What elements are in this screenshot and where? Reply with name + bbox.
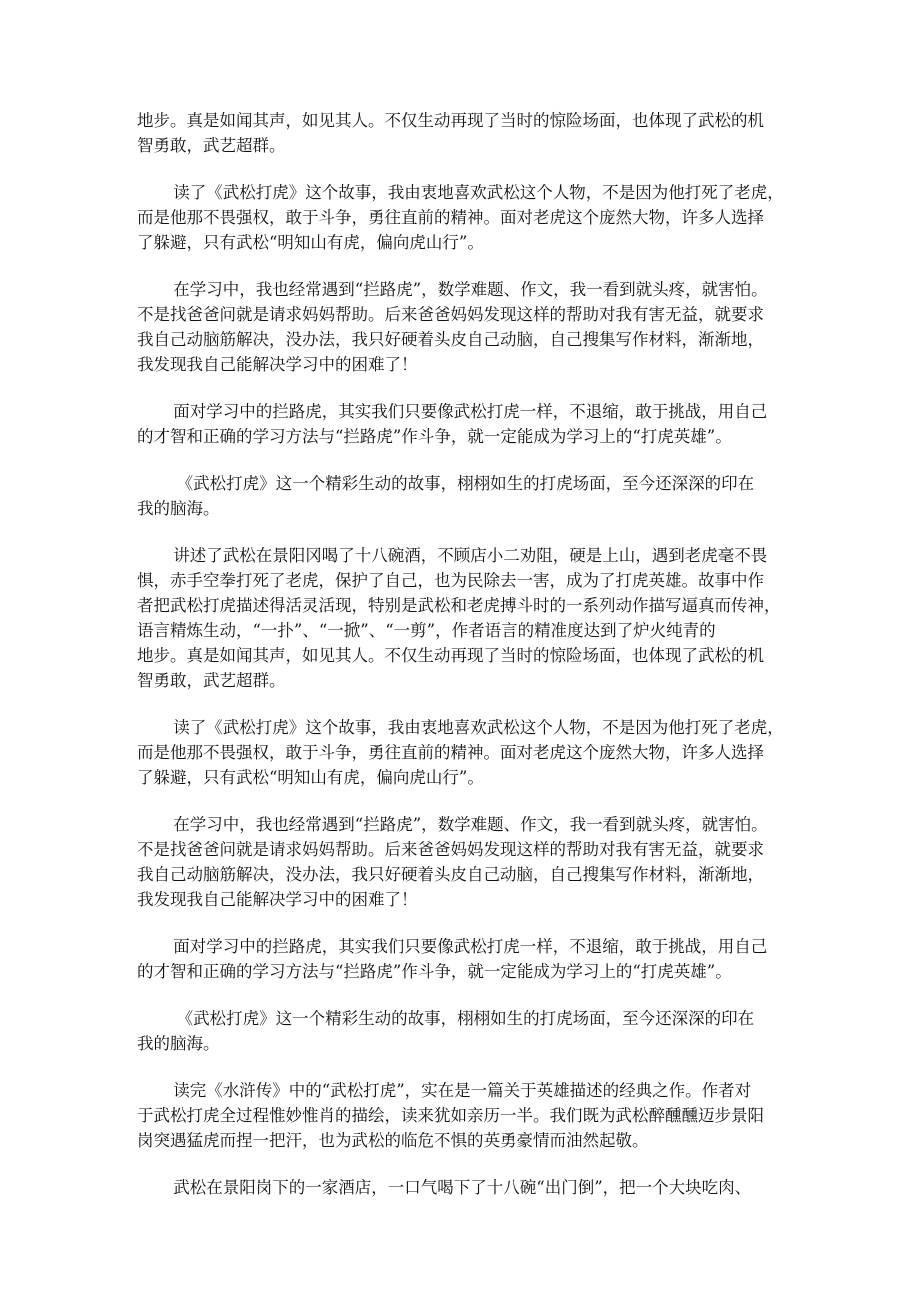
paragraph <box>137 543 787 693</box>
text-line: 读了《武松打虎》这个故事，我由衷地喜欢武松这个人物，不是因为他打死了老虎， <box>173 183 784 202</box>
text-line: 我的脑海。 <box>137 1034 220 1053</box>
text-line: 而是他那不畏强权，敢于斗争，勇往直前的精神。面对老虎这个庞然大物，许多人选择 <box>137 743 764 762</box>
text-line: 《武松打虎》这一个精彩生动的故事，栩栩如生的打虎场面，至今还深深的印在 <box>176 1009 755 1028</box>
text-line: 语言精炼生动，“一扑”、“一掀”、“一剪”，作者语言的精准度达到了炉火纯青的 <box>137 621 716 640</box>
text-line: 《武松打虎》这一个精彩生动的故事，栩栩如生的打虎场面，至今还深深的印在 <box>176 474 755 493</box>
text-line: 读完《水浒传》中的“武松打虎”，实在是一篇关于英雄描述的经典之作。作者对 <box>173 1081 752 1100</box>
paragraph <box>137 934 787 984</box>
text-line: 于武松打虎全过程惟妙惟肖的描绘，读来犹如亲历一半。我们既为武松醉醺醺迈步景阳 <box>137 1106 764 1125</box>
text-line: 了躲避，只有武松“明知山有虎，偏向虎山行”。 <box>137 768 484 787</box>
paragraph <box>137 1175 787 1200</box>
text-line: 者把武松打虎描述得活灵活现，特别是武松和老虎搏斗时的一系列动作描写逼真而传神， <box>137 596 781 615</box>
text-line: 的才智和正确的学习方法与“拦路虎”作斗争，就一定能成为学习上的“打虎英雄”。 <box>137 962 732 981</box>
paragraph <box>137 399 787 449</box>
text-line: 智勇敢，武艺超群。 <box>137 136 286 155</box>
text-line: 读了《武松打虎》这个故事，我由衷地喜欢武松这个人物，不是因为他打死了老虎， <box>173 718 784 737</box>
text-line: 我发现我自己能解决学习中的困难了！ <box>137 890 418 909</box>
text-line: 地步。真是如闻其声，如见其人。不仅生动再现了当时的惊险场面，也体现了武松的机 <box>137 111 764 130</box>
text-line: 而是他那不畏强权，敢于斗争，勇往直前的精神。面对老虎这个庞然大物，许多人选择 <box>137 208 764 227</box>
text-line: 我自己动脑筋解决，没办法，我只好硬着头皮自己动脑，自己搜集写作材料，渐渐地， <box>137 330 764 349</box>
text-line: 的才智和正确的学习方法与“拦路虎”作斗争，就一定能成为学习上的“打虎英雄”。 <box>137 427 732 446</box>
paragraph <box>137 1078 787 1153</box>
paragraph <box>137 812 787 912</box>
text-line: 岗突遇猛虎而捏一把汗，也为武松的临危不惧的英勇豪情而油然起敬。 <box>137 1131 649 1150</box>
text-line: 武松在景阳岗下的一家酒店，一口气喝下了十八碗“出门倒”，把一个大块吃肉、 <box>173 1178 752 1197</box>
text-line: 我自己动脑筋解决，没办法，我只好硬着头皮自己动脑，自己搜集写作材料，渐渐地， <box>137 865 764 884</box>
text-line: 我发现我自己能解决学习中的困难了！ <box>137 355 418 374</box>
text-line: 我的脑海。 <box>137 499 220 518</box>
text-line: 地步。真是如闻其声，如见其人。不仅生动再现了当时的惊险场面，也体现了武松的机 <box>137 646 764 665</box>
text-line: 讲述了武松在景阳冈喝了十八碗酒，不顾店小二劝阻，硬是上山，遇到老虎毫不畏 <box>173 546 768 565</box>
text-line: 惧，赤手空拳打死了老虎，保护了自己，也为民除去一害，成为了打虎英雄。故事中作 <box>137 571 764 590</box>
text-line: 面对学习中的拦路虎，其实我们只要像武松打虎一样，不退缩，敢于挑战，用自己 <box>173 937 768 956</box>
paragraph <box>137 471 787 521</box>
paragraph <box>137 180 787 255</box>
paragraph <box>137 1006 787 1056</box>
text-line: 智勇敢，武艺超群。 <box>137 671 286 690</box>
paragraph <box>137 715 787 790</box>
paragraph <box>137 277 787 377</box>
text-line: 了躲避，只有武松“明知山有虎，偏向虎山行”。 <box>137 233 484 252</box>
paragraph-continuation <box>137 108 787 158</box>
text-line: 在学习中，我也经常遇到“拦路虎”，数学难题、作文，我一看到就头疼，就害怕。 <box>173 280 768 299</box>
text-line: 在学习中，我也经常遇到“拦路虎”，数学难题、作文，我一看到就头疼，就害怕。 <box>173 815 768 834</box>
document-page <box>137 108 787 1222</box>
text-line: 面对学习中的拦路虎，其实我们只要像武松打虎一样，不退缩，敢于挑战，用自己 <box>173 402 768 421</box>
text-line: 不是找爸爸问就是请求妈妈帮助。后来爸爸妈妈发现这样的帮助对我有害无益，就要求 <box>137 840 764 859</box>
text-line: 不是找爸爸问就是请求妈妈帮助。后来爸爸妈妈发现这样的帮助对我有害无益，就要求 <box>137 305 764 324</box>
